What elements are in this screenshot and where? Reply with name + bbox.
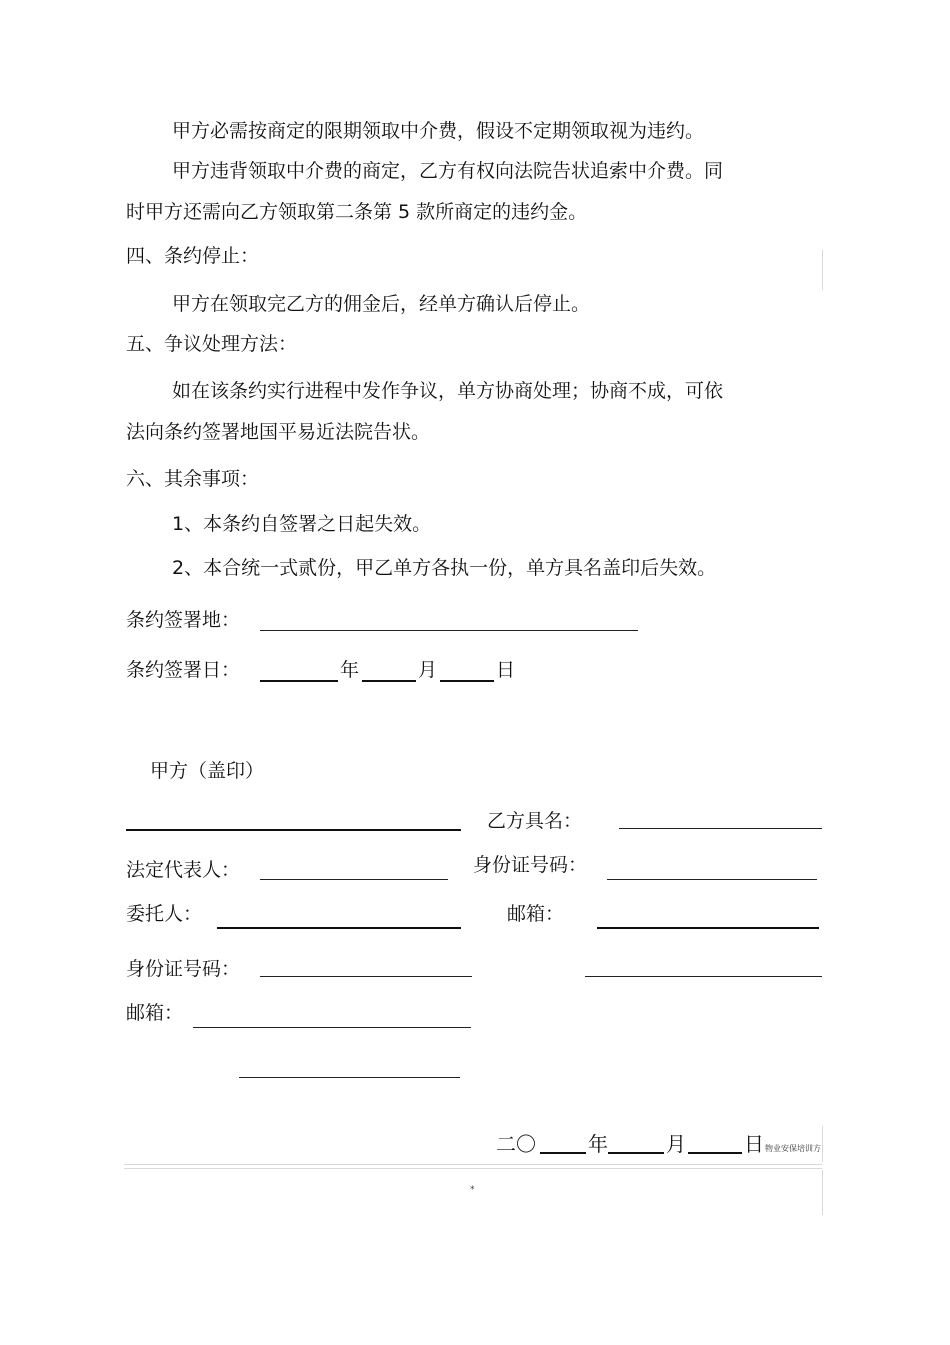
signing-day-field[interactable]	[440, 680, 494, 682]
signing-year-field[interactable]	[260, 680, 338, 682]
page-marker: ⁎	[470, 1182, 475, 1192]
agent-field[interactable]	[217, 927, 461, 929]
signing-year-unit: 年	[340, 659, 360, 681]
party-b-id-field[interactable]	[607, 879, 817, 880]
footer-divider-2	[124, 1168, 822, 1169]
party-a-mailbox-label: 邮箱：	[126, 1002, 184, 1024]
footer-small-note: 物业安保培训方	[765, 1144, 821, 1153]
signing-month-unit: 月	[418, 659, 438, 681]
footer-divider	[124, 1164, 822, 1165]
party-b-id-label: 身份证号码：	[473, 854, 588, 876]
party-b-mailbox-field[interactable]	[597, 927, 819, 929]
section-6-item-2: 2、本合统一式贰份，甲乙单方各执一份，单方具名盖印后失效。	[172, 557, 717, 579]
party-b-sign-label: 乙方具名：	[487, 810, 583, 832]
section-6-item-1: 1、本条约自签署之日起失效。	[172, 513, 432, 535]
section-5-line1: 如在该条约实行进程中发作争议，单方协商处理；协商不成，可依	[172, 380, 724, 402]
legal-rep-label: 法定代表人：	[126, 859, 241, 881]
party-a-mailbox-field[interactable]	[193, 1027, 471, 1028]
footer-year-unit: 年	[588, 1132, 608, 1156]
signing-date-label: 条约签署日：	[126, 659, 241, 681]
party-b-sign-field[interactable]	[619, 828, 822, 829]
footer-month-field[interactable]	[608, 1152, 664, 1154]
footer-day-unit: 日	[744, 1132, 764, 1156]
signing-place-field[interactable]	[260, 630, 638, 631]
section-4-text: 甲方在领取完乙方的佣金后，经单方确认后停止。	[172, 293, 591, 315]
signing-day-unit: 日	[496, 659, 516, 681]
extra-blank-field[interactable]	[239, 1077, 460, 1078]
party-a-signature-field[interactable]	[126, 829, 461, 831]
signing-month-field[interactable]	[362, 680, 416, 682]
paragraph-fee-breach-line2: 时甲方还需向乙方领取第二条第 5 款所商定的违约金。	[126, 201, 588, 223]
footer-day-field[interactable]	[688, 1152, 742, 1154]
section-5-line2: 法向条约签署地国平易近法院告状。	[126, 421, 431, 443]
right-margin-rule-bottom	[822, 1170, 823, 1215]
section-6-title: 六、其余事项：	[126, 468, 260, 490]
footer-date-prefix: 二〇	[496, 1132, 536, 1156]
party-b-extra-field[interactable]	[585, 976, 822, 977]
party-a-seal-label: 甲方（盖印）	[150, 760, 265, 782]
footer-year-field[interactable]	[540, 1152, 586, 1154]
paragraph-fee-deadline: 甲方必需按商定的限期领取中介费，假设不定期领取视为违约。	[172, 120, 705, 142]
right-margin-rule-footer	[822, 1126, 823, 1162]
right-margin-rule-top	[822, 250, 823, 290]
paragraph-fee-breach-line1: 甲方违背领取中介费的商定，乙方有权向法院告状追索中介费。同	[172, 160, 724, 182]
party-b-mailbox-label: 邮箱：	[507, 903, 565, 925]
section-4-title: 四、条约停止：	[126, 245, 260, 267]
signing-place-label: 条约签署地：	[126, 609, 241, 631]
legal-rep-field[interactable]	[260, 879, 448, 880]
party-a-id-field[interactable]	[260, 976, 472, 977]
section-5-title: 五、争议处理方法：	[126, 333, 298, 355]
footer-month-unit: 月	[666, 1132, 686, 1156]
party-a-id-label: 身份证号码：	[126, 958, 241, 980]
agent-label: 委托人：	[126, 903, 203, 925]
